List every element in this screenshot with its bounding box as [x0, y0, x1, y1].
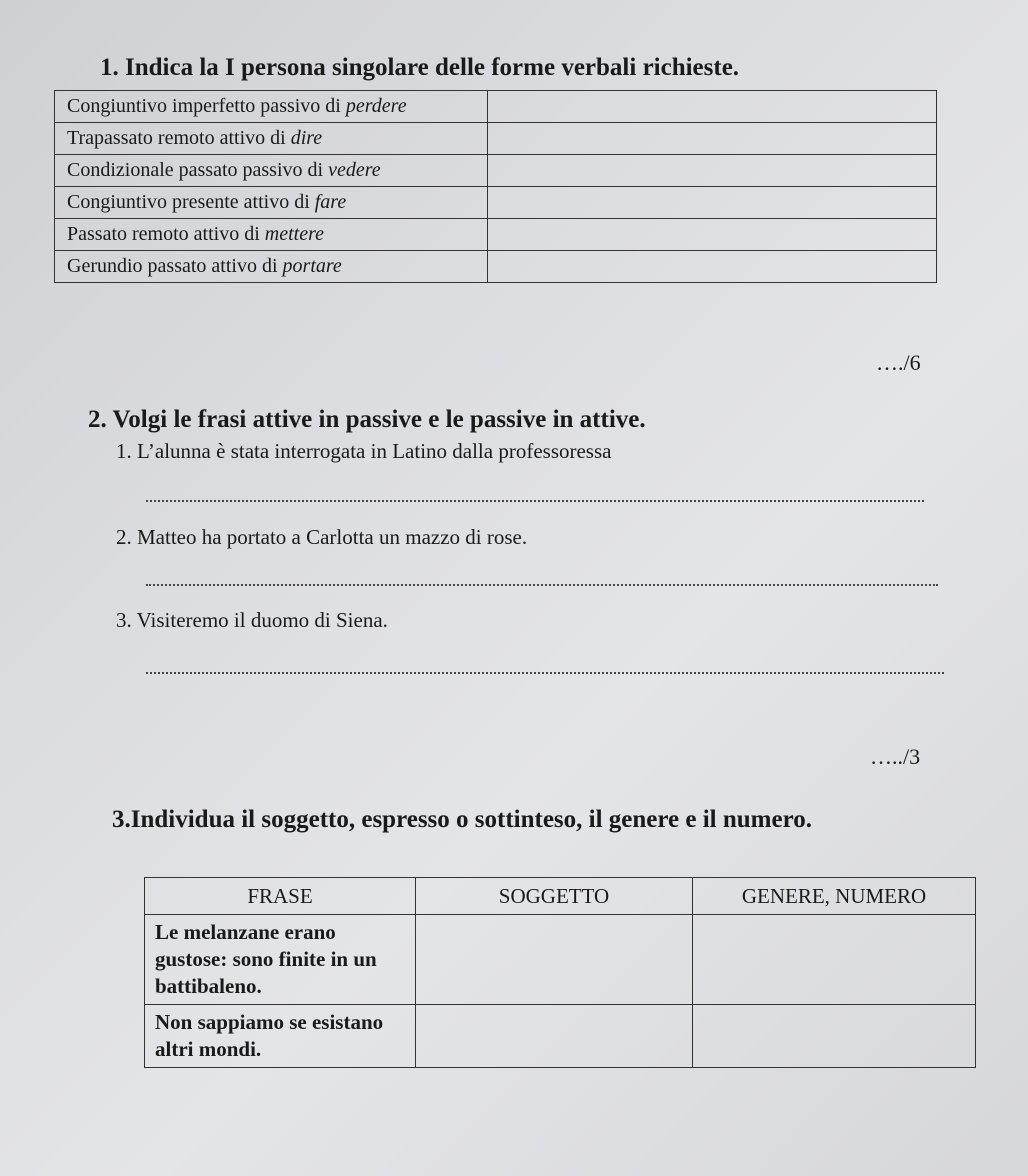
verb-forms-table: [54, 90, 937, 283]
exercise-3-title: 3.Individua il soggetto, espresso o sottinteso, il genere e il numero.: [112, 806, 812, 833]
verb-form-prompt: Congiuntivo presente attivo di fare: [55, 187, 488, 219]
table-header-row: [145, 878, 976, 915]
answer-cell[interactable]: [488, 251, 937, 283]
frase-line: altri mondi.: [155, 1037, 262, 1061]
frase-line: battibaleno.: [155, 974, 262, 998]
answer-line-1[interactable]: [146, 500, 924, 502]
verb-form-prompt: Passato remoto attivo di mettere: [55, 219, 488, 251]
frase-cell: [145, 915, 416, 1005]
verb-infinitive: portare: [282, 255, 342, 277]
answer-cell[interactable]: [488, 155, 937, 187]
header-soggetto: SOGGETTO: [416, 878, 693, 915]
header-frase: FRASE: [145, 878, 416, 915]
sentence-2: 2. Matteo ha portato a Carlotta un mazzo di rose.: [116, 525, 528, 549]
frase-cell: [145, 1005, 416, 1068]
answer-cell[interactable]: [488, 91, 937, 123]
verb-form-prompt: Condizionale passato passivo di vedere: [55, 155, 488, 187]
table-row: [55, 187, 937, 219]
answer-cell[interactable]: [488, 123, 937, 155]
genere-numero-cell[interactable]: [693, 915, 976, 1005]
answer-line-3[interactable]: [146, 672, 944, 674]
verb-form-prompt: Congiuntivo imperfetto passivo di perdere: [55, 91, 488, 123]
table-row: [55, 123, 937, 155]
frase-line: gustose: sono finite in un: [155, 947, 377, 971]
answer-cell[interactable]: [488, 219, 937, 251]
subject-table: [144, 877, 976, 1068]
soggetto-cell[interactable]: [416, 915, 693, 1005]
verb-infinitive: perdere: [345, 95, 407, 117]
sentence-3: 3. Visiteremo il duomo di Siena.: [116, 608, 388, 632]
verb-infinitive: vedere: [328, 159, 381, 181]
verb-form-prompt: Trapassato remoto attivo di dire: [55, 123, 488, 155]
verb-infinitive: mettere: [264, 223, 324, 245]
genere-numero-cell[interactable]: [693, 1005, 976, 1068]
table-row: [145, 1005, 976, 1068]
answer-line-2[interactable]: [146, 584, 938, 586]
answer-cell[interactable]: [488, 187, 937, 219]
verb-infinitive: dire: [290, 127, 323, 149]
table-row: [55, 91, 937, 123]
exercise-1-score: …./6: [876, 350, 921, 375]
header-genere-numero: GENERE, NUMERO: [693, 878, 976, 915]
verb-infinitive: fare: [314, 191, 347, 213]
exercise-1-title: 1. Indica la I persona singolare delle forme verbali richieste.: [100, 54, 740, 81]
table-row: [55, 219, 937, 251]
exercise-2-title: 2. Volgi le frasi attive in passive e le passive in attive.: [88, 406, 646, 433]
verb-form-prompt: Gerundio passato attivo di portare: [55, 251, 488, 283]
frase-line: Non sappiamo se esistano: [155, 1010, 384, 1034]
table-row: [55, 251, 937, 283]
table-row: [55, 155, 937, 187]
sentence-1: 1. L’alunna è stata interrogata in Latino dalla professoressa: [116, 439, 612, 463]
soggetto-cell[interactable]: [416, 1005, 693, 1068]
exercise-2-score: …../3: [870, 744, 921, 769]
frase-line: Le melanzane erano: [155, 920, 336, 944]
table-row: [145, 915, 976, 1005]
